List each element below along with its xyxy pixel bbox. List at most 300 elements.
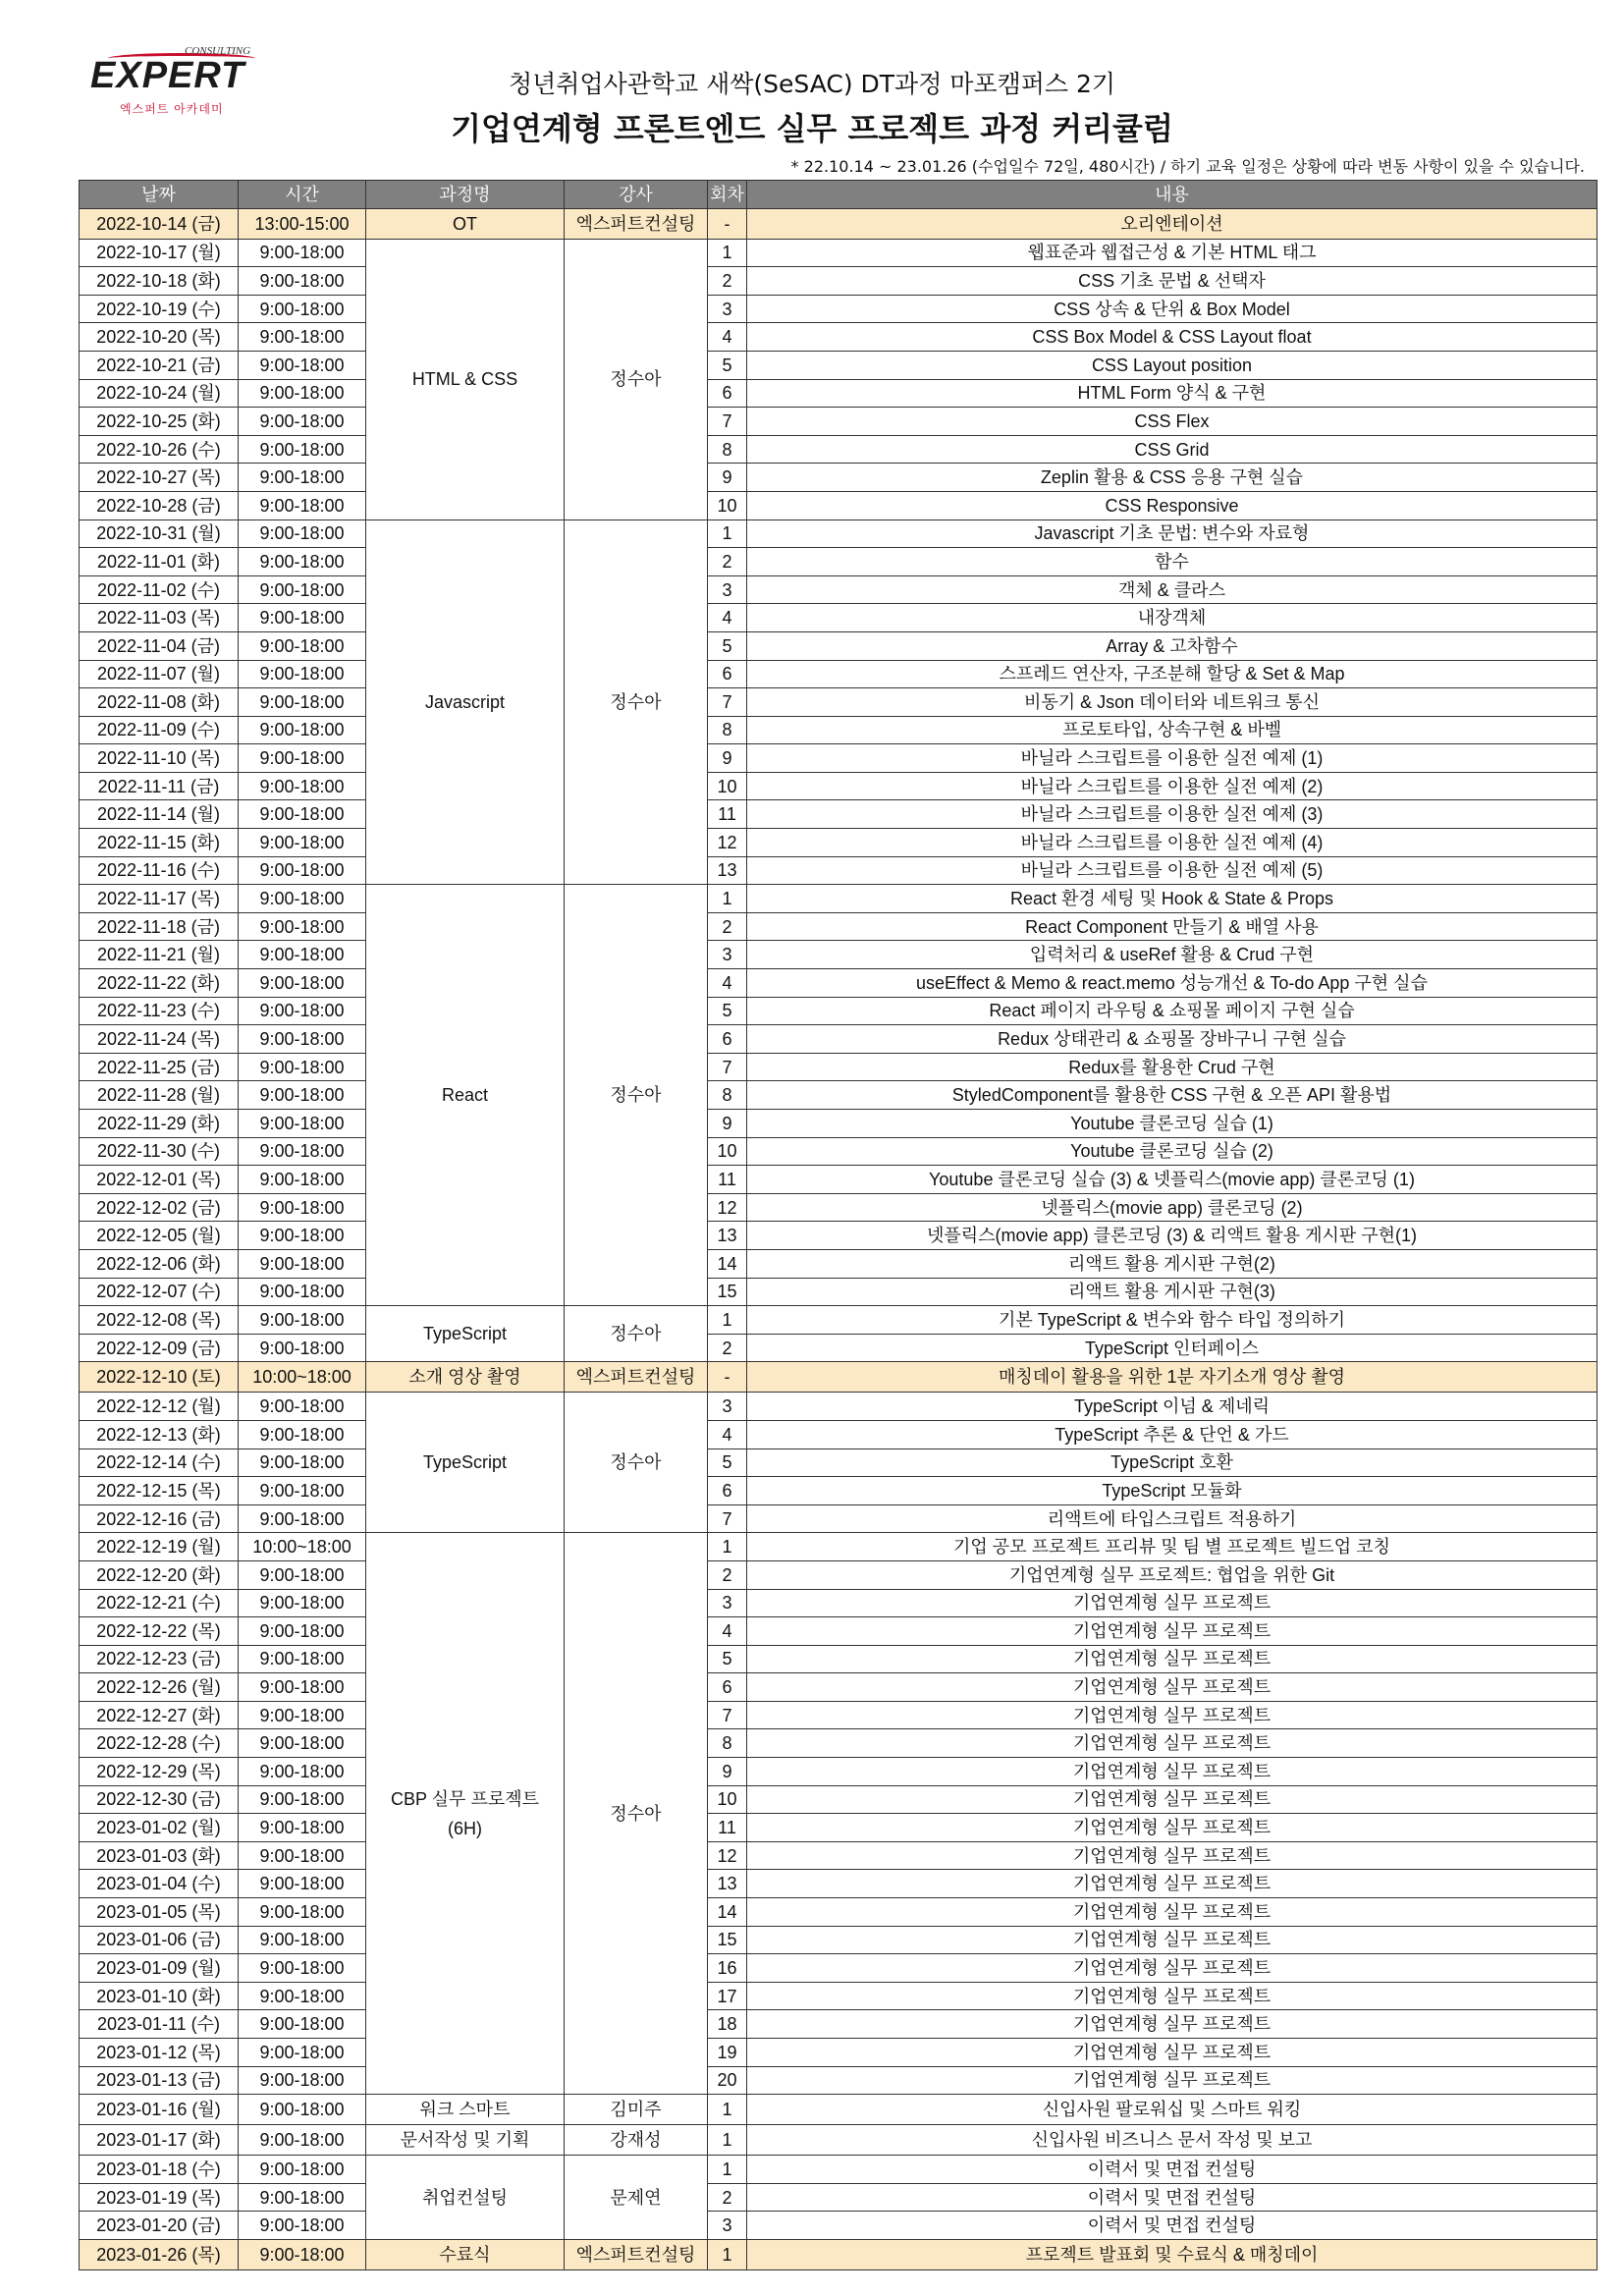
time-cell: 9:00-18:00: [239, 1306, 366, 1335]
date-cell: 2022-11-21 (월): [80, 941, 239, 969]
table-row: [80, 2095, 1597, 2125]
time-cell: 10:00~18:00: [239, 1362, 366, 1393]
session-cell: 8: [708, 1729, 747, 1758]
date-cell: 2022-10-17 (월): [80, 239, 239, 267]
content-cell: 웹표준과 웹접근성 & 기본 HTML 태그: [747, 239, 1597, 267]
session-cell: 6: [708, 379, 747, 408]
table-row: [80, 1278, 1597, 1306]
logo-subtitle: 엑스퍼트 아카데미: [120, 102, 224, 116]
date-cell: 2022-12-12 (월): [80, 1393, 239, 1421]
table-row: [80, 2239, 1597, 2269]
session-cell: 1: [708, 1306, 747, 1335]
session-cell: 14: [708, 1249, 747, 1278]
table-row: [80, 744, 1597, 773]
time-cell: 9:00-18:00: [239, 1982, 366, 2010]
session-cell: 20: [708, 2066, 747, 2095]
time-cell: 9:00-18:00: [239, 575, 366, 604]
session-cell: 13: [708, 856, 747, 885]
instructor-cell: 엑스퍼트컨설팅: [565, 208, 708, 239]
date-cell: 2023-01-17 (화): [80, 2125, 239, 2156]
content-cell: 기업연계형 실무 프로젝트: [747, 1926, 1597, 1954]
time-cell: 9:00-18:00: [239, 1193, 366, 1222]
time-cell: 9:00-18:00: [239, 1053, 366, 1081]
content-cell: 객체 & 클라스: [747, 575, 1597, 604]
table-row: [80, 1137, 1597, 1166]
content-cell: 리액트에 타입스크립트 적용하기: [747, 1504, 1597, 1533]
table-row: [80, 2183, 1597, 2212]
time-cell: 9:00-18:00: [239, 2095, 366, 2125]
instructor-cell: 정수아: [565, 1306, 708, 1362]
content-cell: CSS 기초 문법 & 선택자: [747, 267, 1597, 296]
session-cell: 2: [708, 912, 747, 941]
date-cell: 2022-11-28 (월): [80, 1081, 239, 1110]
content-cell: React Component 만들기 & 배열 사용: [747, 912, 1597, 941]
date-cell: 2023-01-12 (목): [80, 2039, 239, 2067]
time-cell: 9:00-18:00: [239, 1954, 366, 1983]
instructor-cell: 정수아: [565, 885, 708, 1306]
session-cell: 12: [708, 1193, 747, 1222]
table-row: [80, 716, 1597, 744]
date-cell: 2023-01-20 (금): [80, 2212, 239, 2240]
table-row: [80, 575, 1597, 604]
date-cell: 2022-12-13 (화): [80, 1420, 239, 1449]
date-cell: 2022-12-15 (목): [80, 1477, 239, 1505]
content-cell: 신입사원 비즈니스 문서 작성 및 보고: [747, 2125, 1597, 2156]
date-cell: 2022-12-09 (금): [80, 1334, 239, 1362]
date-cell: 2022-11-24 (목): [80, 1025, 239, 1054]
table-row: [80, 2010, 1597, 2039]
time-cell: 9:00-18:00: [239, 464, 366, 492]
time-cell: 9:00-18:00: [239, 716, 366, 744]
session-cell: 1: [708, 2095, 747, 2125]
table-row: [80, 688, 1597, 717]
date-cell: 2022-11-07 (월): [80, 660, 239, 688]
session-cell: 1: [708, 1533, 747, 1561]
table-row: [80, 941, 1597, 969]
content-cell: TypeScript 모듈화: [747, 1477, 1597, 1505]
date-cell: 2023-01-04 (수): [80, 1870, 239, 1898]
session-cell: 9: [708, 744, 747, 773]
session-cell: 2: [708, 548, 747, 576]
table-row: [80, 1926, 1597, 1954]
time-cell: 9:00-18:00: [239, 435, 366, 464]
date-cell: 2023-01-06 (금): [80, 1926, 239, 1954]
course-cell: CBP 실무 프로젝트 (6H): [366, 1533, 565, 2095]
content-cell: CSS Layout position: [747, 351, 1597, 379]
content-cell: 오리엔테이션: [747, 208, 1597, 239]
time-cell: 9:00-18:00: [239, 323, 366, 352]
session-cell: 13: [708, 1870, 747, 1898]
column-header-time: 시간: [239, 181, 366, 209]
content-cell: 바닐라 스크립트를 이용한 실전 예제 (3): [747, 800, 1597, 829]
session-cell: 15: [708, 1926, 747, 1954]
instructor-cell: 정수아: [565, 1393, 708, 1533]
content-cell: 기업연계형 실무 프로젝트: [747, 1870, 1597, 1898]
session-cell: 3: [708, 295, 747, 323]
course-cell: React: [366, 885, 565, 1306]
session-cell: 9: [708, 1110, 747, 1138]
session-cell: 10: [708, 491, 747, 519]
time-cell: 9:00-18:00: [239, 1081, 366, 1110]
date-cell: 2023-01-16 (월): [80, 2095, 239, 2125]
session-cell: 3: [708, 1393, 747, 1421]
table-row: [80, 239, 1597, 267]
content-cell: 바닐라 스크립트를 이용한 실전 예제 (4): [747, 829, 1597, 857]
content-cell: StyledComponent를 활용한 CSS 구현 & 오픈 API 활용법: [747, 1081, 1597, 1110]
course-cell: 문서작성 및 기획: [366, 2125, 565, 2156]
table-row: [80, 548, 1597, 576]
table-row: [80, 1954, 1597, 1983]
content-cell: 함수: [747, 548, 1597, 576]
content-cell: 기업연계형 실무 프로젝트: [747, 2039, 1597, 2067]
content-cell: TypeScript 호환: [747, 1449, 1597, 1477]
table-row: [80, 1645, 1597, 1673]
content-cell: 바닐라 스크립트를 이용한 실전 예제 (1): [747, 744, 1597, 773]
session-cell: 6: [708, 660, 747, 688]
session-cell: 4: [708, 969, 747, 998]
time-cell: 9:00-18:00: [239, 2066, 366, 2095]
date-cell: 2022-11-08 (화): [80, 688, 239, 717]
document-subtitle: 청년취업사관학교 새싹(SeSAC) DT과정 마포캠퍼스 2기: [508, 70, 1116, 98]
time-cell: 9:00-18:00: [239, 688, 366, 717]
date-cell: 2022-11-23 (수): [80, 997, 239, 1025]
table-row: [80, 1814, 1597, 1842]
content-cell: TypeScript 추론 & 단언 & 가드: [747, 1420, 1597, 1449]
time-cell: 9:00-18:00: [239, 2125, 366, 2156]
table-row: [80, 1334, 1597, 1362]
column-header-date: 날짜: [80, 181, 239, 209]
course-cell: 취업컨설팅: [366, 2156, 565, 2240]
date-cell: 2022-10-25 (화): [80, 408, 239, 436]
table-row: [80, 2039, 1597, 2067]
table-row: [80, 1081, 1597, 1110]
table-row: [80, 885, 1597, 913]
date-cell: 2022-11-10 (목): [80, 744, 239, 773]
table-row: [80, 519, 1597, 548]
session-cell: 13: [708, 1222, 747, 1250]
course-cell: TypeScript: [366, 1393, 565, 1533]
table-row: [80, 1449, 1597, 1477]
content-cell: CSS Responsive: [747, 491, 1597, 519]
date-cell: 2022-11-15 (화): [80, 829, 239, 857]
session-cell: 11: [708, 800, 747, 829]
schedule-note: * 22.10.14 ~ 23.01.26 (수업일수 72일, 480시간) / 하기 교육 일정은 상황에 따라 변동 사항이 있을 수 있습니다.: [790, 157, 1585, 176]
time-cell: 9:00-18:00: [239, 1729, 366, 1758]
table-row: [80, 408, 1597, 436]
table-row: [80, 2156, 1597, 2184]
time-cell: 9:00-18:00: [239, 2239, 366, 2269]
session-cell: 3: [708, 1589, 747, 1617]
session-cell: 7: [708, 408, 747, 436]
course-cell: TypeScript: [366, 1306, 565, 1362]
time-cell: 9:00-18:00: [239, 267, 366, 296]
date-cell: 2022-12-19 (월): [80, 1533, 239, 1561]
time-cell: 9:00-18:00: [239, 1701, 366, 1729]
instructor-cell: 엑스퍼트컨설팅: [565, 1362, 708, 1393]
date-cell: 2022-11-03 (목): [80, 604, 239, 632]
time-cell: 9:00-18:00: [239, 1393, 366, 1421]
session-cell: 3: [708, 941, 747, 969]
time-cell: 9:00-18:00: [239, 660, 366, 688]
content-cell: 기업연계형 실무 프로젝트: [747, 1841, 1597, 1870]
table-row: [80, 829, 1597, 857]
date-cell: 2023-01-03 (화): [80, 1841, 239, 1870]
session-cell: 12: [708, 1841, 747, 1870]
instructor-cell: 김미주: [565, 2095, 708, 2125]
table-row: [80, 1560, 1597, 1589]
content-cell: 기업연계형 실무 프로젝트: [747, 1898, 1597, 1927]
time-cell: 9:00-18:00: [239, 744, 366, 773]
session-cell: 7: [708, 688, 747, 717]
time-cell: 9:00-18:00: [239, 1898, 366, 1927]
date-cell: 2023-01-19 (목): [80, 2183, 239, 2212]
session-cell: 5: [708, 997, 747, 1025]
session-cell: 6: [708, 1673, 747, 1702]
date-cell: 2022-11-25 (금): [80, 1053, 239, 1081]
content-cell: 기업연계형 실무 프로젝트: [747, 1729, 1597, 1758]
table-row: [80, 2212, 1597, 2240]
session-cell: 1: [708, 885, 747, 913]
table-row: [80, 2066, 1597, 2095]
time-cell: 9:00-18:00: [239, 548, 366, 576]
session-cell: 2: [708, 1334, 747, 1362]
time-cell: 9:00-18:00: [239, 800, 366, 829]
session-cell: 1: [708, 2239, 747, 2269]
time-cell: 9:00-18:00: [239, 2010, 366, 2039]
time-cell: 9:00-18:00: [239, 1449, 366, 1477]
content-cell: 기업연계형 실무 프로젝트: 협업을 위한 Git: [747, 1560, 1597, 1589]
table-row: [80, 1477, 1597, 1505]
date-cell: 2023-01-10 (화): [80, 1982, 239, 2010]
date-cell: 2022-10-27 (목): [80, 464, 239, 492]
table-row: [80, 1362, 1597, 1393]
time-cell: 9:00-18:00: [239, 1137, 366, 1166]
date-cell: 2022-11-16 (수): [80, 856, 239, 885]
time-cell: 9:00-18:00: [239, 912, 366, 941]
table-row: [80, 1193, 1597, 1222]
time-cell: 9:00-18:00: [239, 519, 366, 548]
session-cell: 10: [708, 1785, 747, 1814]
session-cell: 10: [708, 772, 747, 800]
content-cell: 기업연계형 실무 프로젝트: [747, 1758, 1597, 1786]
content-cell: 신입사원 팔로워십 및 스마트 워킹: [747, 2095, 1597, 2125]
time-cell: 9:00-18:00: [239, 1334, 366, 1362]
time-cell: 9:00-18:00: [239, 604, 366, 632]
column-header-instructor: 강사: [565, 181, 708, 209]
time-cell: 9:00-18:00: [239, 1589, 366, 1617]
date-cell: 2022-10-18 (화): [80, 267, 239, 296]
date-cell: 2022-10-20 (목): [80, 323, 239, 352]
date-cell: 2022-11-04 (금): [80, 631, 239, 660]
table-row: [80, 1898, 1597, 1927]
time-cell: 9:00-18:00: [239, 941, 366, 969]
content-cell: Redux 상태관리 & 쇼핑몰 장바구니 구현 실습: [747, 1025, 1597, 1054]
table-row: [80, 208, 1597, 239]
session-cell: 1: [708, 519, 747, 548]
date-cell: 2022-12-29 (목): [80, 1758, 239, 1786]
date-cell: 2023-01-02 (월): [80, 1814, 239, 1842]
session-cell: 4: [708, 604, 747, 632]
content-cell: CSS Box Model & CSS Layout float: [747, 323, 1597, 352]
table-row: [80, 660, 1597, 688]
table-row: [80, 1589, 1597, 1617]
table-row: [80, 1758, 1597, 1786]
content-cell: 넷플릭스(movie app) 클론코딩 (2): [747, 1193, 1597, 1222]
table-row: [80, 379, 1597, 408]
time-cell: 9:00-18:00: [239, 1785, 366, 1814]
table-row: [80, 800, 1597, 829]
date-cell: 2022-12-06 (화): [80, 1249, 239, 1278]
content-cell: CSS Flex: [747, 408, 1597, 436]
time-cell: 9:00-18:00: [239, 351, 366, 379]
time-cell: 9:00-18:00: [239, 969, 366, 998]
time-cell: 9:00-18:00: [239, 2183, 366, 2212]
time-cell: 9:00-18:00: [239, 295, 366, 323]
session-cell: 1: [708, 2125, 747, 2156]
session-cell: 7: [708, 1504, 747, 1533]
content-cell: TypeScript 인터페이스: [747, 1334, 1597, 1362]
date-cell: 2022-12-02 (금): [80, 1193, 239, 1222]
content-cell: TypeScript 이넘 & 제네릭: [747, 1393, 1597, 1421]
date-cell: 2022-12-08 (목): [80, 1306, 239, 1335]
table-row: [80, 856, 1597, 885]
content-cell: 넷플릭스(movie app) 클론코딩 (3) & 리액트 활용 게시판 구현(1): [747, 1222, 1597, 1250]
time-cell: 10:00~18:00: [239, 1533, 366, 1561]
time-cell: 9:00-18:00: [239, 2039, 366, 2067]
content-cell: 기업연계형 실무 프로젝트: [747, 1645, 1597, 1673]
date-cell: 2022-11-01 (화): [80, 548, 239, 576]
column-header-course: 과정명: [366, 181, 565, 209]
content-cell: 기업연계형 실무 프로젝트: [747, 1589, 1597, 1617]
content-cell: HTML Form 양식 & 구현: [747, 379, 1597, 408]
date-cell: 2023-01-13 (금): [80, 2066, 239, 2095]
content-cell: Javascript 기초 문법: 변수와 자료형: [747, 519, 1597, 548]
session-cell: 3: [708, 575, 747, 604]
time-cell: 9:00-18:00: [239, 491, 366, 519]
course-cell: HTML & CSS: [366, 239, 565, 519]
content-cell: useEffect & Memo & react.memo 성능개선 & To-do App 구현 실습: [747, 969, 1597, 998]
session-cell: 2: [708, 2183, 747, 2212]
content-cell: Youtube 클론코딩 실습 (2): [747, 1137, 1597, 1166]
date-cell: 2022-12-30 (금): [80, 1785, 239, 1814]
date-cell: 2023-01-05 (목): [80, 1898, 239, 1927]
content-cell: Array & 고차함수: [747, 631, 1597, 660]
session-cell: -: [708, 1362, 747, 1393]
content-cell: 입력처리 & useRef 활용 & Crud 구현: [747, 941, 1597, 969]
table-row: [80, 1673, 1597, 1702]
date-cell: 2022-10-28 (금): [80, 491, 239, 519]
time-cell: 9:00-18:00: [239, 997, 366, 1025]
instructor-cell: 정수아: [565, 519, 708, 885]
content-cell: 프로젝트 발표회 및 수료식 & 매칭데이: [747, 2239, 1597, 2269]
content-cell: Youtube 클론코딩 실습 (3) & 넷플릭스(movie app) 클론코딩 (1): [747, 1166, 1597, 1194]
content-cell: 기업연계형 실무 프로젝트: [747, 1814, 1597, 1842]
session-cell: 17: [708, 1982, 747, 2010]
content-cell: 기업 공모 프로젝트 프리뷰 및 팀 별 프로젝트 빌드업 코칭: [747, 1533, 1597, 1561]
time-cell: 9:00-18:00: [239, 1814, 366, 1842]
time-cell: 9:00-18:00: [239, 631, 366, 660]
table-row: [80, 912, 1597, 941]
session-cell: 16: [708, 1954, 747, 1983]
date-cell: 2022-12-14 (수): [80, 1449, 239, 1477]
content-cell: 리액트 활용 게시판 구현(2): [747, 1249, 1597, 1278]
date-cell: 2022-12-23 (금): [80, 1645, 239, 1673]
session-cell: 5: [708, 1645, 747, 1673]
time-cell: 9:00-18:00: [239, 1477, 366, 1505]
time-cell: 9:00-18:00: [239, 1673, 366, 1702]
instructor-cell: 엑스퍼트컨설팅: [565, 2239, 708, 2269]
date-cell: 2022-12-22 (목): [80, 1617, 239, 1646]
content-cell: 리액트 활용 게시판 구현(3): [747, 1278, 1597, 1306]
time-cell: 13:00-15:00: [239, 208, 366, 239]
table-row: [80, 1533, 1597, 1561]
table-row: [80, 1841, 1597, 1870]
session-cell: 4: [708, 323, 747, 352]
date-cell: 2022-11-22 (화): [80, 969, 239, 998]
content-cell: Youtube 클론코딩 실습 (1): [747, 1110, 1597, 1138]
time-cell: 9:00-18:00: [239, 829, 366, 857]
table-row: [80, 295, 1597, 323]
time-cell: 9:00-18:00: [239, 2156, 366, 2184]
date-cell: 2023-01-26 (목): [80, 2239, 239, 2269]
time-cell: 9:00-18:00: [239, 379, 366, 408]
time-cell: 9:00-18:00: [239, 2212, 366, 2240]
session-cell: 2: [708, 267, 747, 296]
time-cell: 9:00-18:00: [239, 1278, 366, 1306]
table-row: [80, 772, 1597, 800]
date-cell: 2023-01-18 (수): [80, 2156, 239, 2184]
column-header-content: 내용: [747, 181, 1597, 209]
session-cell: 1: [708, 239, 747, 267]
table-row: [80, 604, 1597, 632]
date-cell: 2022-10-31 (월): [80, 519, 239, 548]
table-row: [80, 267, 1597, 296]
date-cell: 2022-12-20 (화): [80, 1560, 239, 1589]
content-cell: 이력서 및 면접 컨설팅: [747, 2156, 1597, 2184]
time-cell: 9:00-18:00: [239, 856, 366, 885]
table-header-row: [80, 181, 1597, 209]
date-cell: 2022-10-14 (금): [80, 208, 239, 239]
session-cell: 8: [708, 435, 747, 464]
date-cell: 2023-01-11 (수): [80, 2010, 239, 2039]
time-cell: 9:00-18:00: [239, 1504, 366, 1533]
content-cell: Zeplin 활용 & CSS 응용 구현 실습: [747, 464, 1597, 492]
content-cell: 기업연계형 실무 프로젝트: [747, 1673, 1597, 1702]
time-cell: 9:00-18:00: [239, 1870, 366, 1898]
content-cell: 매칭데이 활용을 위한 1분 자기소개 영상 촬영: [747, 1362, 1597, 1393]
time-cell: 9:00-18:00: [239, 1560, 366, 1589]
content-cell: 바닐라 스크립트를 이용한 실전 예제 (5): [747, 856, 1597, 885]
table-row: [80, 631, 1597, 660]
session-cell: 4: [708, 1617, 747, 1646]
content-cell: 이력서 및 면접 컨설팅: [747, 2212, 1597, 2240]
time-cell: 9:00-18:00: [239, 1025, 366, 1054]
course-cell: Javascript: [366, 519, 565, 885]
date-cell: 2022-11-14 (월): [80, 800, 239, 829]
session-cell: 11: [708, 1814, 747, 1842]
time-cell: 9:00-18:00: [239, 1166, 366, 1194]
content-cell: 프로토타입, 상속구현 & 바벨: [747, 716, 1597, 744]
content-cell: 기업연계형 실무 프로젝트: [747, 1617, 1597, 1646]
content-cell: Redux를 활용한 Crud 구현: [747, 1053, 1597, 1081]
date-cell: 2022-11-18 (금): [80, 912, 239, 941]
time-cell: 9:00-18:00: [239, 1617, 366, 1646]
table-row: [80, 1110, 1597, 1138]
session-cell: 11: [708, 1166, 747, 1194]
session-cell: 18: [708, 2010, 747, 2039]
session-cell: 7: [708, 1701, 747, 1729]
time-cell: 9:00-18:00: [239, 1926, 366, 1954]
